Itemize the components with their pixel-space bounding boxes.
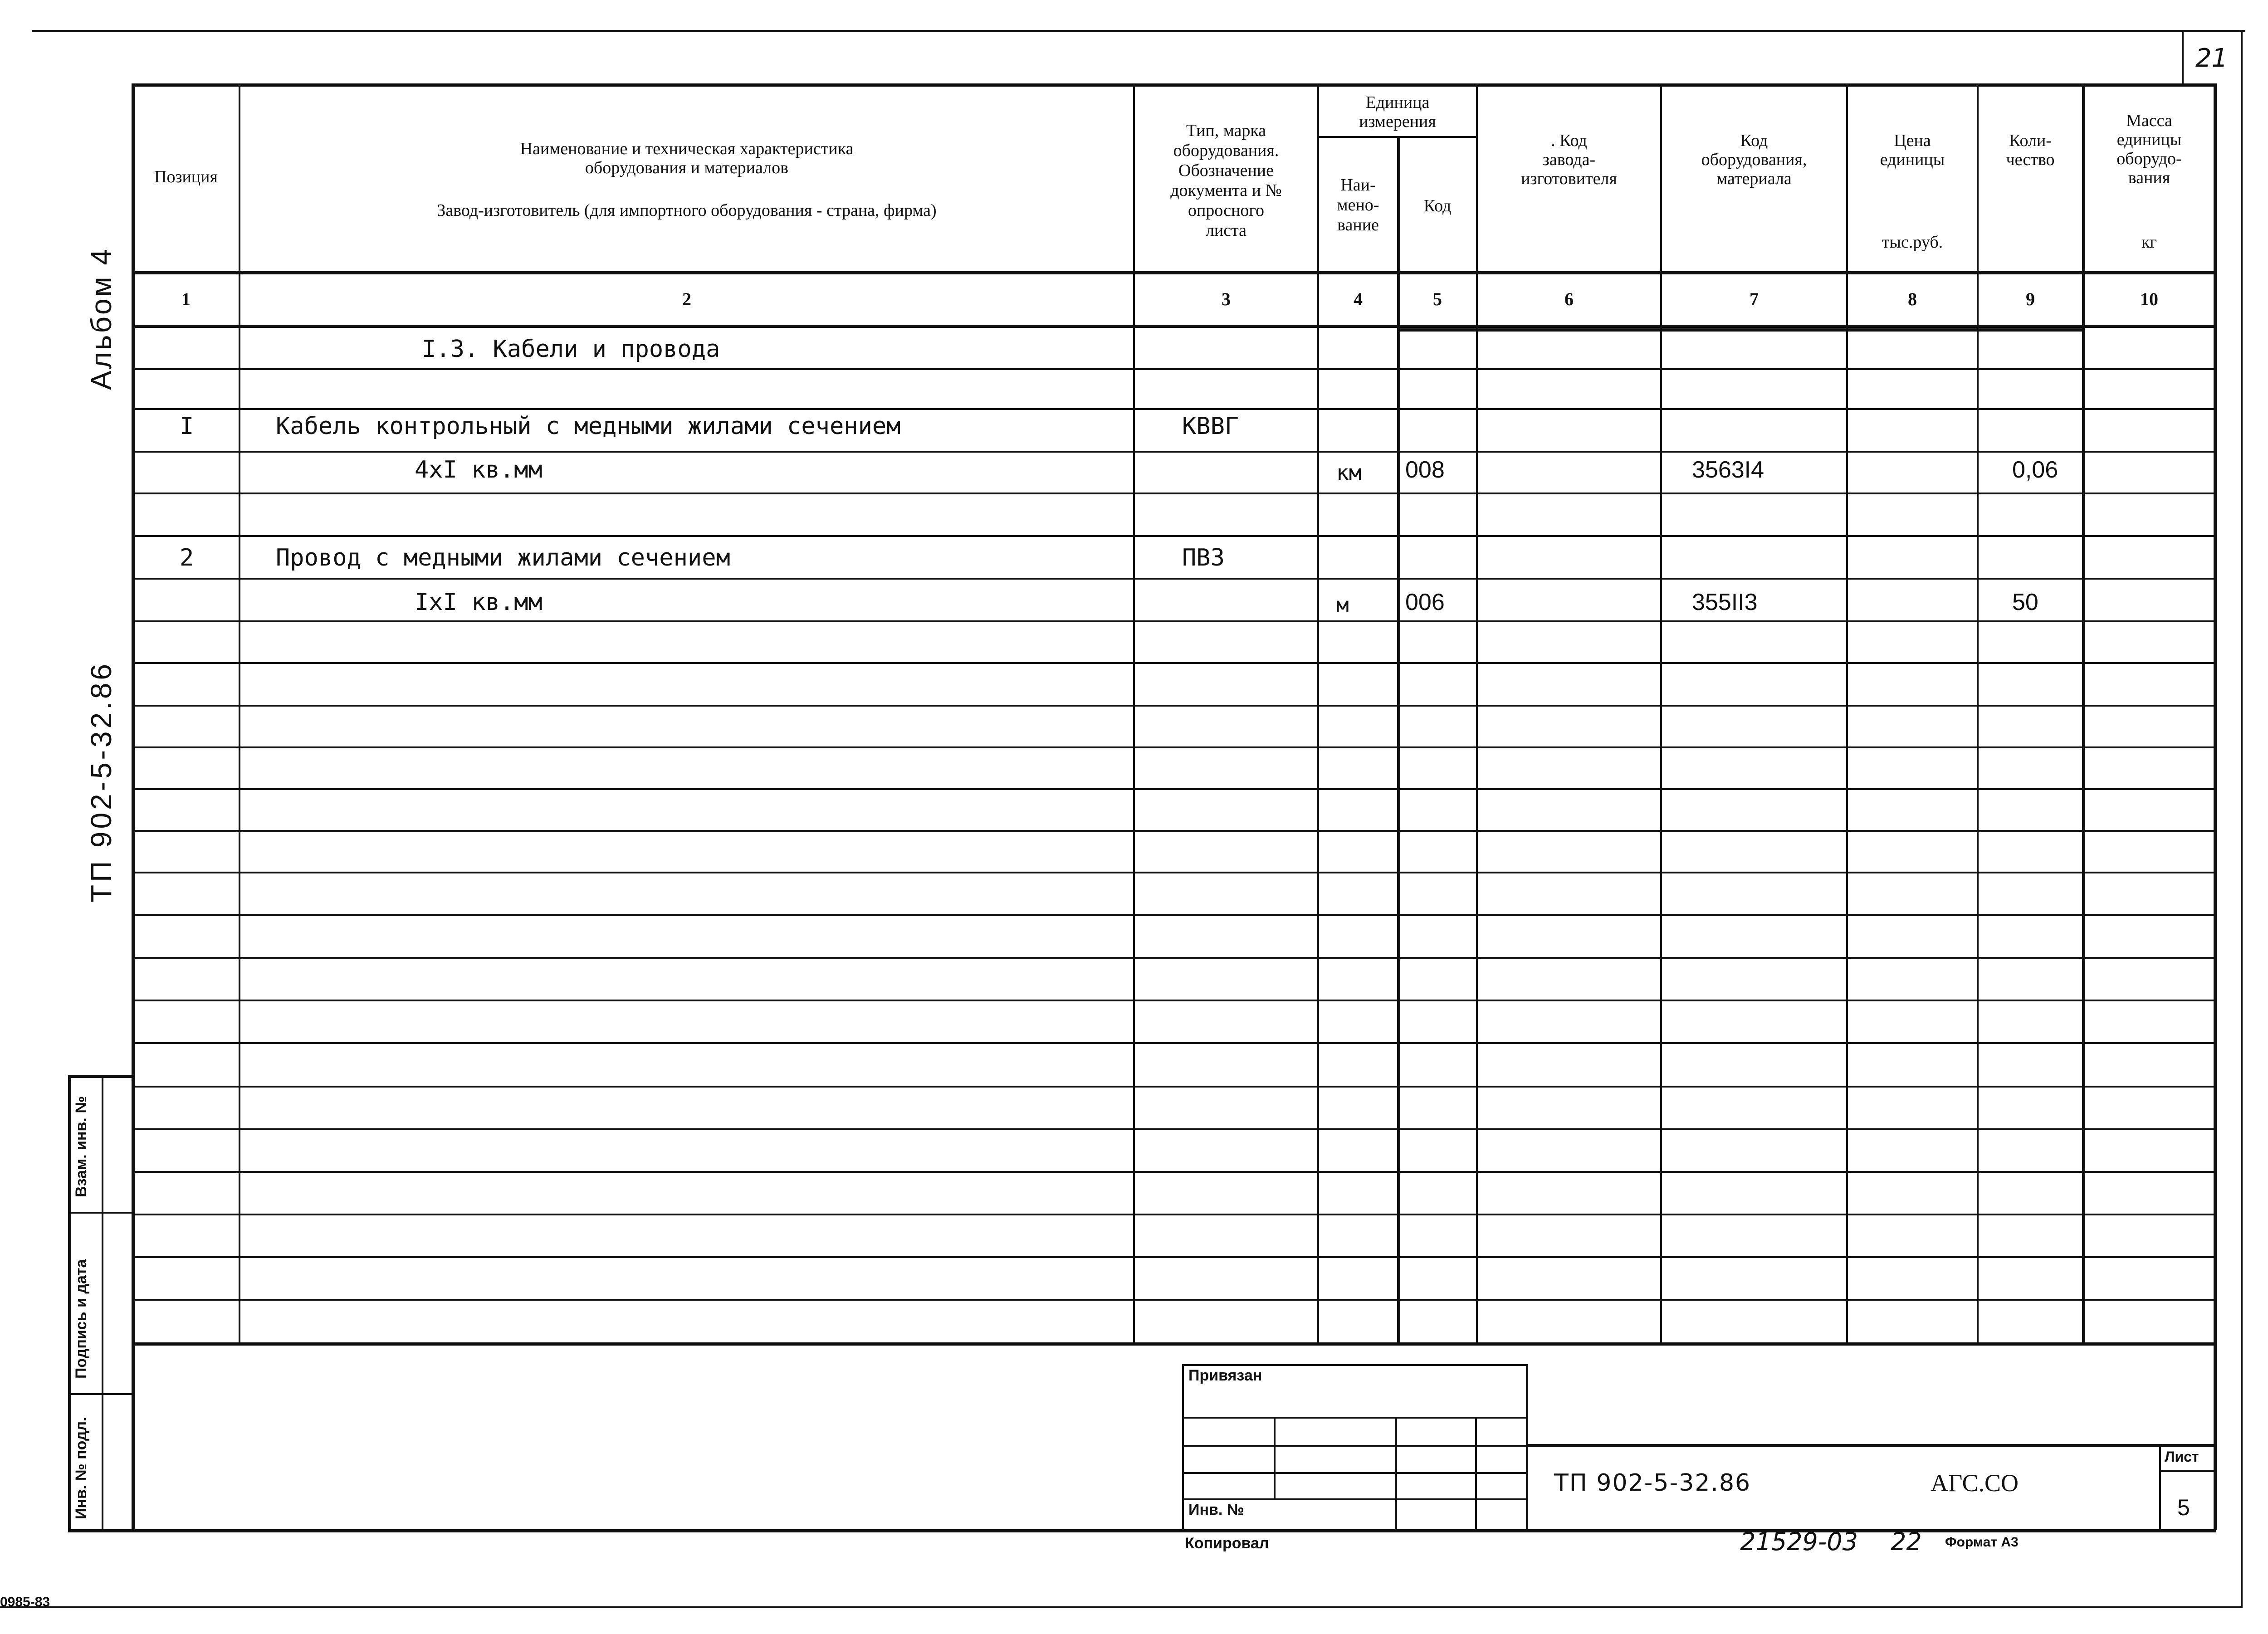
header-mass-line-1: Масса [2126,111,2172,130]
strip-left [68,1075,71,1531]
privyazan-top [1182,1364,1528,1366]
kopiroval-label: Копировал [1185,1535,1269,1552]
list-box-split [2159,1470,2215,1472]
header-price-line-2: единицы [1880,150,1945,169]
row1-type: КВВГ [1182,413,1239,440]
row-line [132,1000,2214,1001]
list-box-left [2159,1444,2161,1529]
header-unit-line-1: Единица [1365,93,1430,112]
podpis-label: Подпись и дата [73,1259,90,1379]
header-factory-line-3: изготовителя [1521,169,1617,188]
header-type-line-3: Обозначение [1178,161,1274,180]
col-number: 5 [1433,289,1442,309]
header-price-line-1: Цена [1894,131,1931,150]
format-label: Формат А3 [1945,1535,2019,1550]
bottom-rule [0,1606,2243,1608]
header-equip-line-3: материала [1716,169,1792,188]
header-mass-line-2: единицы [2116,130,2182,149]
header-factory-line-1: . Код [1551,131,1587,150]
col-number: 9 [2026,289,2035,309]
title-block-top [1526,1444,2216,1447]
inner-box-top [1397,328,2084,332]
table-body-bottom [132,1342,2216,1346]
row-line [132,368,2214,370]
privyazan-col-2 [1395,1417,1397,1529]
row-line [132,578,2214,580]
privyazan-label: Привязан [1188,1367,1262,1384]
list-number: 5 [2177,1495,2190,1520]
list-label: Лист [2165,1449,2199,1465]
row2-quantity: 50 [2012,589,2038,615]
header-equip-line-2: оборудования, [1701,150,1807,169]
header-qty-line-1: Коли- [2009,131,2052,150]
row2-equip-code: 355II3 [1692,589,1758,615]
row-line [132,535,2214,537]
header-name-line-3: Завод-изготовитель (для импортного оборудования - страна, фирма) [437,201,937,220]
row1-unit-code: 008 [1405,457,1445,483]
header-type-line-1: Тип, марка [1186,121,1266,140]
row1-unit: км [1336,460,1362,485]
col-number: 8 [1908,289,1917,309]
row-line [132,1256,2214,1258]
col-number: 3 [1222,289,1231,309]
header-position: Позиция [154,167,218,186]
row2-name-cont: IxI кв.мм [415,589,543,616]
numbers-bottom-rule [132,325,2216,328]
row2-unit-code: 006 [1405,589,1445,615]
header-factory-line-2: завода- [1542,150,1596,169]
col-number: 6 [1564,289,1574,309]
col-number: 7 [1750,289,1759,309]
row2-name: Провод с медными жилами сечением [276,544,730,571]
header-equip-line-1: Код [1740,131,1768,150]
col-number: 4 [1354,289,1363,309]
row1-name: Кабель контрольный с медными жилами сечением [276,413,901,440]
header-type-line-5: опросного [1188,201,1265,220]
right-rule [2241,30,2243,1608]
strip-inner [102,1075,103,1531]
header-type-line-4: документа и № [1170,181,1282,200]
header-bottom-rule [132,271,2216,274]
row-line [132,1128,2214,1130]
row-line [132,705,2214,707]
header-price-unit: тыс.руб. [1882,233,1943,252]
col-number: 1 [181,289,191,309]
header-unit-name-line-2: мено- [1337,195,1379,215]
row-line [132,662,2214,664]
col-sep-4 [1397,136,1400,1344]
privyazan-col-1 [1274,1417,1276,1498]
row-line [132,872,2214,873]
row-line [132,914,2214,916]
row2-unit: м [1336,593,1349,617]
sheet-number: 22 [1891,1527,1922,1556]
row1-name-cont: 4xI кв.мм [415,456,543,483]
row-line [132,830,2214,832]
vzam-label: Взам. инв. № [73,1096,90,1197]
header-mass-unit: кг [2141,233,2157,252]
section-title: I.3. Кабели и провода [422,336,720,363]
col-number: 2 [682,289,691,309]
col-number: 10 [2140,289,2158,309]
row2-position: 2 [180,544,194,571]
footer-code: 0985-83 [0,1595,50,1610]
header-name-line-2: оборудования и материалов [585,158,789,177]
row-line [132,1214,2214,1215]
row-line [132,493,2214,494]
row-line [132,1171,2214,1173]
row-line [132,408,2214,410]
header-unit-code: Код [1423,196,1452,215]
row-line [132,1299,2214,1301]
page-number: 21 [2195,44,2228,73]
doc-code-side-label: ТП 902-5-32.86 [85,661,117,902]
privyazan-left [1182,1364,1184,1529]
header-unit-name-line-3: вание [1337,215,1379,234]
inv-no-label: Инв. № [1188,1501,1244,1518]
album-label: Альбом 4 [85,247,117,390]
row-line [132,620,2214,622]
unit-header-split [1317,136,1476,138]
page-number-box-left [2182,30,2184,84]
title-doc-code: ТП 902-5-32.86 [1554,1469,1751,1497]
header-name-line-1: Наименование и техническая характеристика [520,139,854,158]
order-number: 21529-03 [1740,1527,1858,1556]
header-mass-line-4: вания [2128,168,2170,187]
row-line [132,1042,2214,1044]
title-mark: АГС.СО [1931,1469,2019,1497]
table-right [2214,83,2217,1530]
row2-type: ПВ3 [1182,544,1225,571]
row1-quantity: 0,06 [2012,457,2058,483]
row-line [132,957,2214,959]
row1-position: I [180,413,194,440]
header-type-line-6: листа [1205,221,1247,240]
privyazan-col-3 [1475,1417,1477,1529]
header-unit-line-2: измерения [1359,112,1436,131]
row-line [132,788,2214,790]
row-line [132,1086,2214,1088]
strip-split-2 [68,1393,133,1395]
table-top [132,83,2216,87]
top-rule [32,30,2245,32]
row-line [132,746,2214,748]
row-line [132,451,2214,453]
inv-podl-label: Инв. № подл. [73,1417,90,1519]
header-unit-name-line-1: Наи- [1340,176,1376,195]
strip-top [68,1075,133,1078]
row1-equip-code: 3563I4 [1692,457,1765,483]
header-type-line-2: оборудования. [1173,141,1279,160]
header-mass-line-3: оборудо- [2116,149,2182,168]
strip-split-1 [68,1212,133,1214]
header-qty-line-2: чество [2006,150,2055,169]
